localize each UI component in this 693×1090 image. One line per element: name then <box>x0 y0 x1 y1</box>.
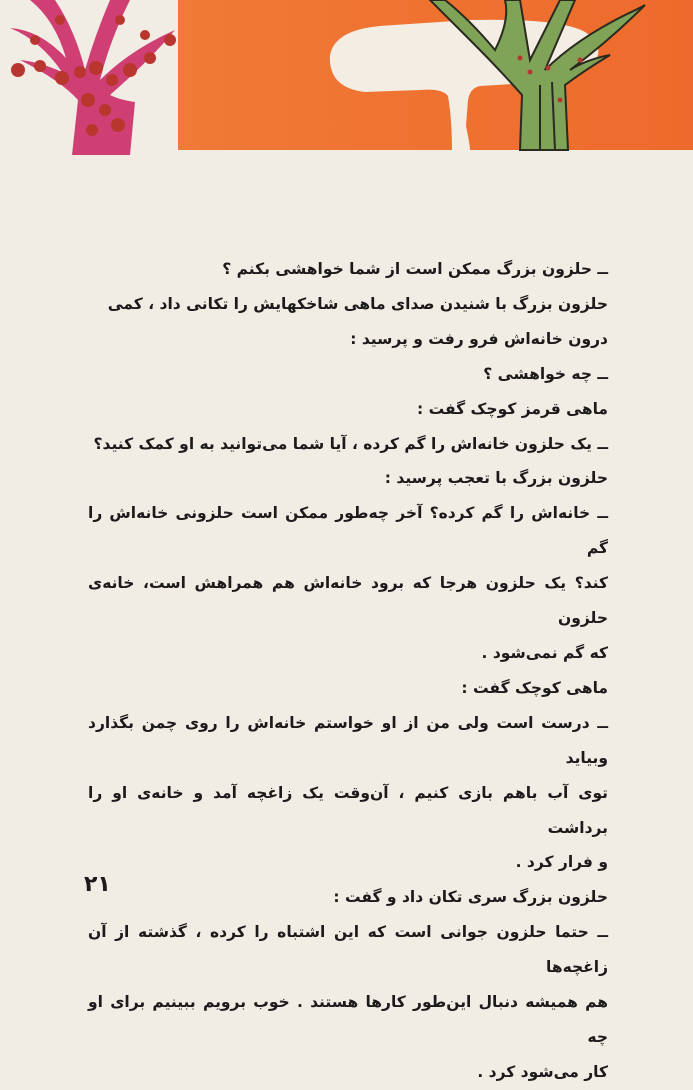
text-line: و فرار کرد . <box>515 853 608 872</box>
text-line: درون خانه‌اش فرو رفت و پرسید : <box>350 329 608 348</box>
text-line: ــ یک حلزون خانه‌اش را گم کرده ، آیا شما می‌توانید به او کمک کنید؟ <box>93 434 608 453</box>
text-line: ــ درست است ولی من از او خواستم خانه‌اش را روی چمن بگذارد وبیاید <box>88 713 608 767</box>
text-line: حلزون بزرگ سری تکان داد و گفت : <box>333 888 608 907</box>
page-number: ۲۱ <box>84 872 111 897</box>
text-line: ماهی قرمز کوچک گفت : <box>416 399 608 418</box>
text-line: هم همیشه دنبال این‌طور کارها هستند . خوب برویم ببینیم برای او چه <box>88 993 608 1046</box>
text-line: ــ حلزون بزرگ ممکن است از شما خواهشی بکنم ؟ <box>222 260 608 278</box>
pink-tree <box>10 0 176 155</box>
text-line: حلزون بزرگ با تعجب پرسید : <box>384 469 608 488</box>
text-line: ــ خانه‌اش را گم کرده؟ آخر چه‌طور ممکن است حلزونی خانه‌اش را گم <box>88 504 608 558</box>
text-line: توی آب باهم بازی کنیم ، آن‌وقت یک زاغچه آمد و خانه‌ی او را برداشت <box>88 783 608 837</box>
text-line: ــ چه خواهشی ؟ <box>483 364 608 383</box>
text-line: کند؟ یک حلزون هرجا که برود خانه‌اش هم همراهش است، خانه‌ی حلزون <box>88 574 608 628</box>
text-line: ــ حتما حلزون جوانی است که این اشتباه را کرده ، گذشته از آن زاغچه‌ها <box>88 923 608 977</box>
header-illustration <box>0 0 693 160</box>
text-line: کار می‌شود کرد . <box>477 1062 608 1081</box>
text-line: که گم نمی‌شود . <box>481 643 608 662</box>
text-line: حلزون بزرگ با شنیدن صدای ماهی شاخکهایش را تکانی داد ، کمی <box>107 294 608 313</box>
story-text <box>88 252 608 1090</box>
text-line: ماهی کوچک گفت : <box>461 678 608 697</box>
